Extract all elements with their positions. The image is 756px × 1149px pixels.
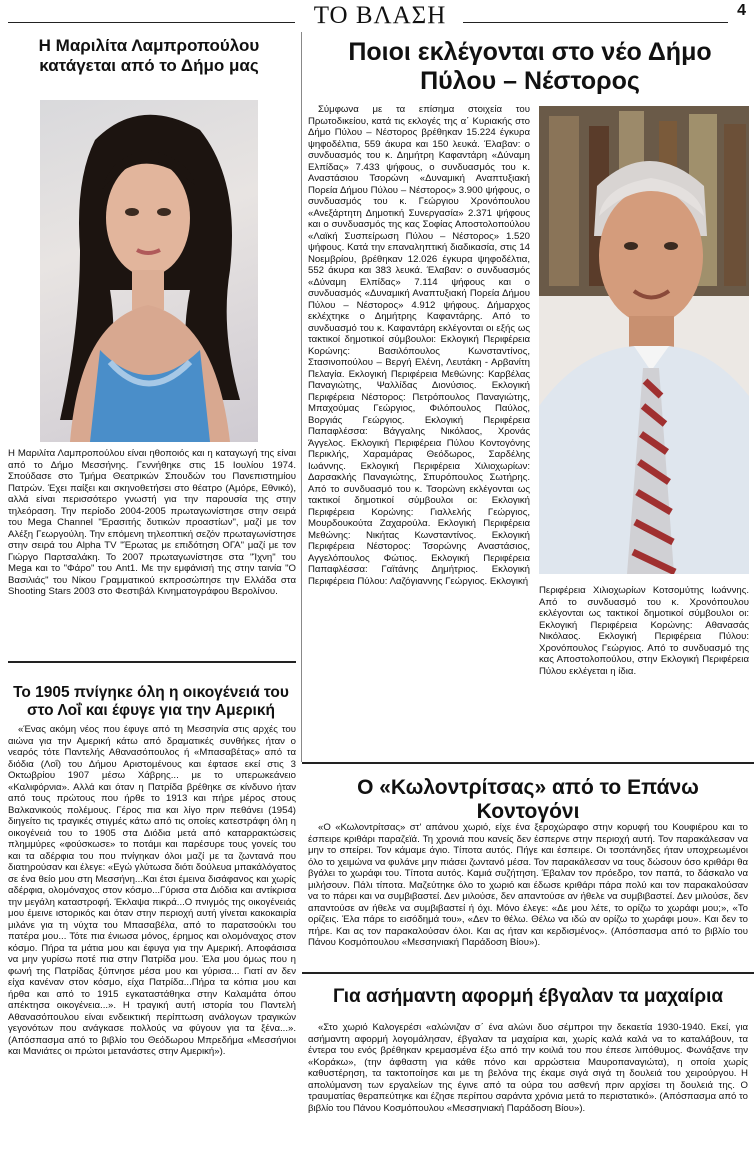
page-number: 4 [737, 2, 746, 19]
article-kolontritsas-body: «Ο «Κωλοντρίτσας» στ' απάνου χωριό, είχε ένα ξεροχώραφο στην κορυφή του Κουφιέρου και το έσπειρε κριθάρι παραζεϊά. Τη χρονιά που κανείς δεν έσπερνε στην περιοχή αυτή. Τον παρακάλεσαν να μην το σπείρει. Τον κάμαμε άγιο. Τίποτα αυτός. Πήγε και έσπειρε. Οι τσοπάνηδες ήταν υποχρεωμένοι όλο το χειμώνα να φυλάνε μην πιάσει ζωντανό μέσα. Τον παρακάλεσαν να τους δώσουν όσο κριθάρι θα βγάλει το χωράφι του. Τίποτα αυτός. Καμιά συζήτηση. Έβαλαν τον πρόεδρο, τον παπά, το δάσκαλο να μιλήσουν. Πάλι τίποτα. Μαζεύτηκε όλο το χωριό και έδωσε κριθάρι πάρα πολύ και τον παρακαλούσαν να το πάρει και να συμβιβαστεί. Δεν μιλούσε, δεν απαντούσε αν ήθελε να συμβιβαστεί. Δεν μιλούσε, δεν απαντούσε αν ήθελε να συμβιβαστεί ή όχι. Μόνο έλεγε: «Δε μου λέτε, το ορίζω το χωράφι μου;», «Το ορίζεις. Έλα πάρε το εισόδημά του», «Δεν το θέλω. Θέλω να ιδώ αν ορίζω το χωράφι μου». Και δεν το πήρε. Και ας τον παρακαλούσαν όλοι. Και ας ήταν και κερδισμένος». (Απόσπασμα από το βιβλίο του Πάνου Κοσμόπουλου «Μεσσηνιακή Παράδοση Βίου»). [308, 822, 748, 948]
masthead [0, 0, 756, 30]
masthead-rule-left [8, 22, 295, 23]
actress-photo [40, 100, 258, 442]
article-elections-body: Σύμφωνα με τα επίσημα στοιχεία του Πρωτοδικείου, κατά τις εκλογές της α΄ Κυριακής στο Δήμο Πύλου – Νέστορος βρέθηκαν 15.224 έγκυρα ψηφοδέλτια, 559 άκυρα και 150 λευκά. Έλαβαν: ο συνδυασμός του κ. Δημήτρη Καφαντάρη «Δύναμη Ελπίδας» 7.433 ψήφους, ο συνδυασμός του κ. Αναστάσιου Τσορώνη «Δυναμική Αναπτυξιακή Πορεία Δήμου Πύλου – Νέστορος» 3.900 ψήφους, ο συνδυασμός του κ. Γεώργιου Χρονόπουλου «Ανεξάρτητη Δημοτική Συνεργασία» 2.371 ψήφους και ο συνδυασμός της κας Σοφίας Αποστολοπούλου «Λαϊκή Συσπείρωση Πύλου – Νέστορος» 1.520 ψήφους. Κατά την επαναληπτική διαδικασία, στις 14 Νοεμβρίου, βρέθηκαν 12.026 έγκυρα ψηφοδέλτια, 552 άκυρα και 383 λευκά. Έλαβαν: ο συνδυασμός «Δύναμη Ελπίδας» 7.114 ψήφους και ο συνδυασμός «Δυναμική Αναπτυξιακή Πορεία Δήμου Πύλου – Νέστορος» 4.912 ψήφους. Δήμαρχος εκλέχτηκε ο Δημήτρης Καφαντάρης. Από το συνδυασμό του κ. Καφαντάρη εκλέγονται οι εξής ως τακτικοί δημοτικοί σύμβουλοι: Εκλογική Περιφέρεια Κορώνης: Βασιλόπουλος Κωνσταντίνος, Στασινοπούλου – Βεργή Ελένη, Λευτάκη - Αρβανίτη Πελαγία. Εκλογική Περιφέρεια Μεθώνης: Καρβέλας Παναγιώτης, Ψαλλίδας Διονύσιος. Εκλογική Περιφέρεια Νέστορος: Πετρόπουλος Παναγιώτης, Μπαχούμας Γεώργιος, Φιλόπουλος Παύλος, Βοργιάς Γεώργιος. Εκλογική Περιφέρεια Παπαφλέσσα: Βάγγαλης Νικόλαος, Χρονάς Άγγελος. Εκλογική Περιφέρεια Πύλου Κοντογόνης Περικλής, Χαραμάρας Θεόδωρος, Σαρδέλης Ιωάννης. Εκλογική Περιφέρεια Χιλιοχωρίων: Δαρσακλής Παναγιώτης, Σπυρόπουλος Σωτήρης. Από το συνδυασμό του κ. Τσορώνη εκλέγονται ως τακτικοί δημοτικοί σύμβουλοι οι: Εκλογική Περιφέρεια Κορώνης: Γιαλλελής Γεώργιος, Μουρδουκούτα Ζαχαρούλα. Εκλογική Περιφέρεια Μεθώνης: Νικήτας Κωνσταντίνος. Εκλογική Περιφέρεια Νέστορος: Τσορώνης Αναστάσιος, Αγγελόπουλος Φώτιος. Εκλογική Περιφέρεια Παπαφλέσσα: Γαϊτάνης Δημήτριος. Εκλογική Περιφέρεια Πύλου: Λαζόγιαννης Γεώργιος. Εκλογική [308, 104, 530, 587]
section-divider-right-1 [302, 762, 754, 764]
article-actress-headline: Η Μαριλίτα Λαμπροπούλου κατάγεται από το Δήμο μας [38, 36, 260, 75]
article-1905-headline: Το 1905 πνίγηκε όλη η οικογένειά του στο Λοΐ και έφυγε για την Αμερική [13, 684, 289, 719]
article-machairia-headline: Για ασήμαντη αφορμή έβγαλαν τα μαχαίρια [332, 986, 724, 1007]
mayor-photo [539, 106, 749, 574]
article-kolontritsas-headline: Ο «Κωλοντρίτσας» από το Επάνω Κοντογόνι [357, 776, 699, 823]
article-elections-body-continued: Περιφέρεια Χιλιοχωρίων Κοτσομύτης Ιωάννης. Από το συνδυασμό του κ. Χρονόπουλου εκλέγονται ως τακτικοί δημοτικοί σύμβουλοι οι: Εκλογική Περιφέρεια Κορώνης: Αθανασάς Νικόλαος. Εκλογική Περιφέρεια Πύλου: Χρονόπουλος Γεώργιος. Από το συνδυασμό της κας Αποστολοπούλου, στην Εκλογική Περιφέρεια Πύλου εκλέγεται η ίδια. [539, 585, 749, 677]
article-1905-body: «Ένας ακόμη νέος που έφυγε από τη Μεσσηνία στις αρχές του αιώνα για την Αμερική κάτω από δραματικές συνθήκες ήταν ο νεαρός τότε Παντελής Αθανασόπουλος ή «Μπασαβέτας» από τα διόδια (Λοΐ) του Δήμου Αριστομένους και έφτασε εκεί στις 3 Οκτωβρίου 1907 μέσω Χάβρης... με το υπερωκεάνειο «Καλιφόρνια». Αλλά και όταν η Πατρίδα βρέθηκε σε κίνδυνο ήταν από τους πρώτους που ήρθε το 1913 και πήρε μέρος στους Βαλκανικούς πολέμους. Γέρος πια και λίγο πριν πεθάνει (1954) διηγείτο τις τραγικές στιγμές κάτω από τις οποίες κατεστράφη όλη η οικογένειά του το 1905 στα Διόδια μετά από καταρρακτώσεις πλημμύρες «φούσκωσε» το ποτάμι και παρέσυρε τους γονείς του και τα αδέρφια του που πνίγηκαν όλοι μαζί με τα ζωντανά που διατηρούσαν και έλεγε: «Εγώ γλύτωσα διότι δούλευα μπακάλόγατος σε ένα θείο μου στη Μεσσήνη...Και έτσι έμεινα δισάφανος και χωρίς αδέρφια, ολομόναχος στον κόσμο...Γύρισα στα Διόδια και αντίκρισα την μεγάλη καταστροφή. Έκλαψα πικρά...Ο πνιγμός της οικογένειάς μου έμεινε ιστορικός και όταν στην περιοχή αυτή γίνεται κακοκαιρία μιλάνε για τη νύχτα του Μπασαβέλα, από το παρατσούκλι του πατέρα μου... Τότε πια ένιωσα μόνος, έρημος και ολομόναχος στον κόσμο. Πήρα τα μάτια μου και έφυγα για την Αμερική. Αποφάσισα να μην γυρίσω ποτέ πια στην Πατρίδα μου. Έλα μου όμως που η φωνή της Πατρίδας ξύπνησε μέσα μου και γύρισα... Γιατί αν δεν είχα κανέναν στον κόσμο, είχα Πατρίδα...Πήρα τα κόπια μου και ήρθα και από το 1915 εγκαταστάθηκα στην Καλαμάτα όπου απέκτησα οικογένεια...». Η τραγική αυτή ιστορία του Παντελή Αθανασόπουλου είναι ενδεικτική περίπτωση ανάλογων τραγικών γεγονότων που ανάγκασε πολλούς να φύγουν για τα ξένα...». (Απόσπασμα από το βιβλίο του Θεόδωρου Μπρεδήμα «Μεσσήνιοι και Μανιάτες οι πρώτοι μετανάστες στην Αμερική»). [8, 724, 296, 1057]
section-divider-left [8, 661, 296, 663]
portrait-woman-icon [40, 100, 258, 442]
newspaper-title: ΤΟ ΒΛΑΣΗ [313, 2, 447, 29]
article-elections-headline: Ποιοι εκλέγονται στο νέο Δήμο Πύλου – Νέστορος [348, 38, 712, 95]
section-divider-right-2 [302, 972, 754, 974]
masthead-rule-right [463, 22, 728, 23]
article-machairia-body: «Στο χωριό Καλογερέσι «αλώνιζαν σ΄ ένα αλώνι δυο σέμπροι την δεκαετία 1930-1940. Εκεί, για ασήμαντη αφορμή λογομάλησαν, έβγαλαν τα μαχαίρια και, χωρίς καλά καλά να το καταλάβουν, τα έντερα του ενός βρέθηκαν κρεμασμένα έξω από την κοιλιά του που έπεσε λιπόθυμος. Φωνάξανε την «Κοράκω», (την άφθαστη για κάθε πόνο και αρρώστεια Μαυροπαναγιώτα), η οποία χωρίς καθυστέρηση, τα τακτοποίησε και με τη βελόνα της έκαμε σιγά σιγά τη δουλειά του χειρούργου. Η απολύμανση των εργαλείων της έγινε από τα ούρα του ασθενή πριν αρχίσει τη δουλειά της. Ο τραυματίας θεραπεύτηκε και έζησε περίπου σαράντα χρόνια μετά το περιστατικό». (Απόσπασμα από το βιβλίο του Πάνου Κοσμόπουλου «Μεσσηνιακή Παράδοση Βίου»). [308, 1022, 748, 1114]
article-actress-body: Η Μαριλίτα Λαμπροπούλου είναι ηθοποιός και η καταγωγή της είναι από το Δήμο Μεσσήνης. Γεννήθηκε στις 15 Ιουλίου 1974. Σπούδασε στο Τμήμα Θεατρικών Σπουδών του Πανεπιστημίου Πατρών. Έχει παίξει και σκηνοθετήσει στο θέατρο (Αμόρε, Εθνικό), αλλά είναι περισσότερο γνωστή για την παρουσία της στην τηλεόραση. Την περίοδο 2004-2005 πρωταγωνίστησε στην σειρά του Mega Channel "Ερασιτής δυτικών προαστίων", μαζί με τον Αλέξη Γεωργούλη. Την επόμενη τηλεοπτική σεζόν πρωταγωνίστησε στην σειρά του Alpha TV "Έρωτας με επιδότηση ΟΓΑ" μαζί με τον Γιώργο Παρτσαλάκη. Το 2007 πρωταγωνίστησε στα "Ίχνη" του Mega και το "Φάρο" του Ant1. Με την εμφάνισή της στην ταινία "Ο Βασιλιάς" του Νίκου Γραμματικού εκπροσώπησε την Ελλάδα στα Shooting Stars 2003 στο Φεστιβάλ Κινηματογράφου Βερολίνου. [8, 448, 296, 597]
column-separator [301, 32, 302, 762]
portrait-man-suit-icon [539, 106, 749, 574]
